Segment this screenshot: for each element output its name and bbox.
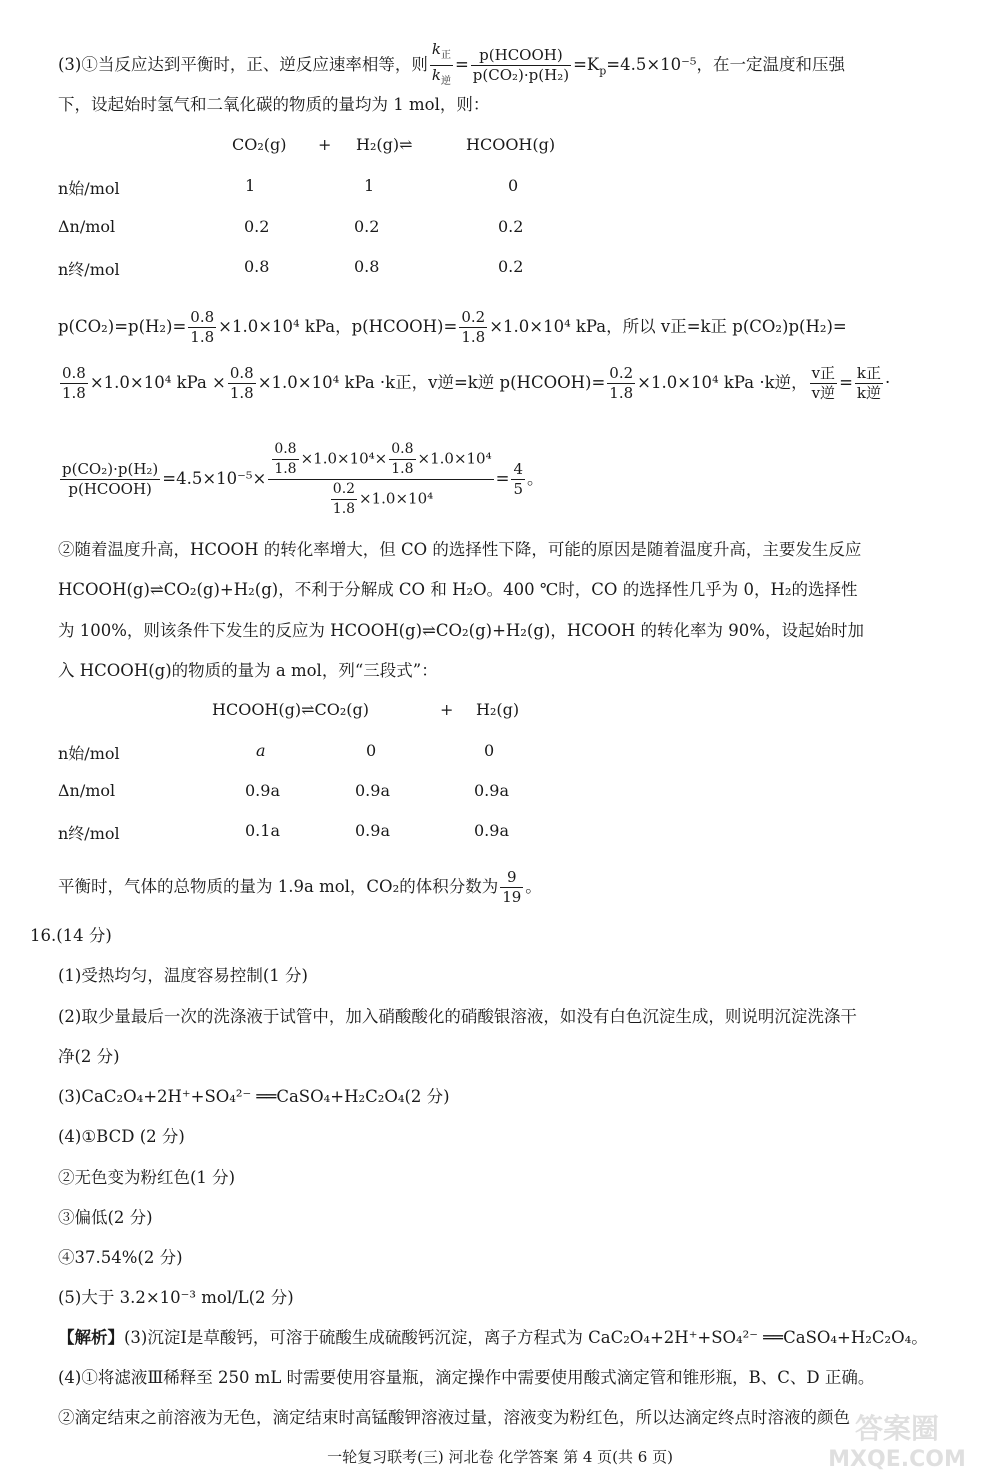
answer-16-5: (5)大于 3.2×10⁻³ mol/L(2 分): [58, 1288, 294, 1307]
answer-16-4-4: ④37.54%(2 分): [58, 1248, 183, 1267]
table2-row-label: n始/mol: [58, 744, 120, 763]
watermark-logo: [812, 1404, 982, 1474]
table1-cell: 1: [364, 176, 375, 195]
calc-line-3: $\frac{\text{p(CO₂)·p(H₂)}}{\text{p(HCOOH)}}$ =4.5×10⁻⁵× $\frac{0.8}{1.8}$ ×1.0×10⁴× $\frac{0.8}{1.8}$ ×1.0×10⁴ $\frac{0.2}{1.8}$ ×1.0×10⁴ = $\frac{4}{5}$ 。: [62, 441, 544, 517]
table1-cell: 0.2: [498, 257, 524, 276]
table1-cell: 0.2: [498, 217, 524, 236]
table2-cell: 0.9a: [355, 821, 390, 840]
calc-line-2: $\frac{0.8}{1.8}$ ×1.0×10⁴ kPa × $\frac{0.8}{1.8}$ ×1.0×10⁴ kPa ·k正，v逆=k逆 p(HCOOH)= $\frac{0.2}{1.8}$ ×1.0×10⁴ kPa ·k逆， $\frac{\text{v正}}{\text{v逆}}$ = $\frac{\text{k正}}{\text{k逆}}$ ·: [62, 364, 891, 402]
table2-cell: 0.9a: [474, 821, 509, 840]
fraction-compound: $\frac{0.8}{1.8}$ ×1.0×10⁴× $\frac{0.8}{1.8}$ ×1.0×10⁴ $\frac{0.2}{1.8}$ ×1.0×10⁴: [268, 440, 493, 519]
table2-cell: a: [256, 741, 266, 760]
para-3-2-line2: HCOOH(g)⇌CO₂(g)+H₂(g)，不利于分解成 CO 和 H₂O。400 ℃时，CO 的选择性几乎为 0，H₂的选择性: [58, 580, 858, 599]
table1-head-3: HCOOH(g): [466, 135, 556, 154]
table1-cell: 1: [245, 176, 256, 195]
page-footer: 一轮复习联考(三) 河北卷 化学答案 第 4 页(共 6 页): [327, 1448, 673, 1466]
table2-cell: 0.1a: [245, 821, 280, 840]
table1-cell: 0.8: [354, 257, 380, 276]
analysis-line-2: (4)①将滤液Ⅲ稀释至 250 mL 时需要使用容量瓶，滴定操作中需要使用酸式滴定管和锥形瓶，B、C、D 正确。: [58, 1368, 875, 1387]
text-span: (3)①当反应达到平衡时，正、逆反应速率相等，则: [58, 55, 428, 74]
table2-row-label: Δn/mol: [58, 781, 116, 800]
fraction-volume: $\frac{9}{19}$: [502, 868, 522, 906]
table1-row-label: n终/mol: [58, 260, 120, 279]
para-3-1-line2: 下，设起始时氢气和二氧化碳的物质的量均为 1 mol，则：: [58, 95, 490, 114]
table2-head-0: HCOOH(g)⇌CO₂(g): [212, 700, 370, 719]
table1-row-label: Δn/mol: [58, 217, 116, 236]
answer-16-4-1: (4)①BCD (2 分): [58, 1127, 185, 1146]
table2-head-2: H₂(g): [476, 700, 520, 719]
table1-cell: 0: [508, 176, 519, 195]
para-3-1-line1: (3)①当反应达到平衡时，正、逆反应速率相等，则 $\frac{k_正}{k_逆}$ = $\frac{\text{p(HCOOH)}}{\text{p(CO₂)·p(H₂)}}$ $=K_p=4.5\times 10^{-5}$，在一定温度和压强: [58, 40, 845, 91]
table1-head-0: CO₂(g): [232, 135, 287, 154]
table1-cell: 0.8: [244, 257, 270, 276]
answer-16-3: (3)CaC₂O₄+2H⁺+SO₄²⁻ ══CaSO₄+H₂C₂O₄(2 分): [58, 1087, 450, 1106]
equilibrium-summary: 平衡时，气体的总物质的量为 1.9a mol，CO₂的体积分数为 $\frac{9}{19}$ 。: [58, 868, 542, 906]
fraction-result: $\frac{4}{5}$: [513, 460, 523, 498]
table1-head-2: H₂(g)⇌: [356, 135, 413, 154]
para-3-2-line4: 入 HCOOH(g)的物质的量为 a mol，列“三段式”：: [58, 661, 438, 680]
table2-head-1: +: [440, 700, 454, 719]
analysis-line-1: 【解析】(3)沉淀Ⅰ是草酸钙，可溶于硫酸生成硫酸钙沉淀，离子方程式为 CaC₂O₄+2H⁺+SO₄²⁻ ══CaSO₄+H₂C₂O₄。: [58, 1328, 928, 1347]
svg-text:答案圈: 答案圈: [854, 1412, 940, 1445]
para-3-2-line1: ②随着温度升高，HCOOH 的转化率增大，但 CO 的选择性下降，可能的原因是随着温度升高，主要发生反应: [58, 540, 862, 559]
table1-cell: 0.2: [244, 217, 270, 236]
answer-16-2-line1: (2)取少量最后一次的洗涤液于试管中，加入硝酸酸化的硝酸银溶液，如没有白色沉淀生成，则说明沉淀洗涤干: [58, 1007, 857, 1026]
fraction: $\frac{0.2}{1.8}$: [461, 308, 486, 346]
table2-row-label: n终/mol: [58, 824, 120, 843]
table2-cell: 0.9a: [355, 781, 390, 800]
fraction: $\frac{0.8}{1.8}$: [62, 364, 86, 402]
question-16-title: 16.(14 分): [30, 926, 112, 945]
answer-16-4-2: ②无色变为粉红色(1 分): [58, 1168, 236, 1187]
table2-cell: 0.9a: [245, 781, 280, 800]
fraction: $\frac{0.2}{1.8}$: [609, 364, 634, 402]
answer-16-2-line2: 净(2 分): [58, 1047, 120, 1066]
analysis-tag: 【解析】: [58, 1328, 124, 1347]
table1-cell: 0.2: [354, 217, 380, 236]
fraction-k-ratio: $\frac{k_正}{k_逆}$: [431, 40, 451, 87]
svg-text:MXQE.COM: MXQE.COM: [828, 1447, 966, 1472]
fraction-kp: $\frac{\text{p(HCOOH)}}{\text{p(CO₂)·p(H₂)}}$: [472, 46, 570, 84]
table2-cell: 0: [366, 741, 377, 760]
table1-row-label: n始/mol: [58, 179, 120, 198]
table2-cell: 0: [484, 741, 495, 760]
fraction-k-ratio-2: $\frac{\text{k正}}{\text{k逆}}$: [856, 364, 881, 402]
fraction: $\frac{0.8}{1.8}$: [229, 364, 254, 402]
answer-16-4-3: ③偏低(2 分): [58, 1208, 153, 1227]
table2-cell: 0.9a: [474, 781, 509, 800]
fraction-v-ratio: $\frac{\text{v正}}{\text{v逆}}$: [811, 364, 836, 402]
answer-16-1: (1)受热均匀，温度容易控制(1 分): [58, 966, 308, 985]
calc-line-1: p(CO₂)=p(H₂)= $\frac{0.8}{1.8}$ ×1.0×10⁴ kPa，p(HCOOH)= $\frac{0.2}{1.8}$ ×1.0×10⁴ kPa，所以 v正=k正 p(CO₂)p(H₂)=: [58, 308, 847, 346]
table1-head-1: +: [318, 135, 332, 154]
analysis-line-3: ②滴定结束之前溶液为无色，滴定结束时高锰酸钾溶液过量，溶液变为粉红色，所以达滴定终点时溶液的颜色: [58, 1408, 850, 1427]
fraction: $\frac{0.8}{1.8}$: [190, 308, 215, 346]
para-3-2-line3: 为 100%，则该条件下发生的反应为 HCOOH(g)⇌CO₂(g)+H₂(g)，HCOOH 的转化率为 90%，设起始时加: [58, 621, 864, 640]
fraction-pressure: $\frac{\text{p(CO₂)·p(H₂)}}{\text{p(HCOOH)}}$: [62, 460, 159, 498]
